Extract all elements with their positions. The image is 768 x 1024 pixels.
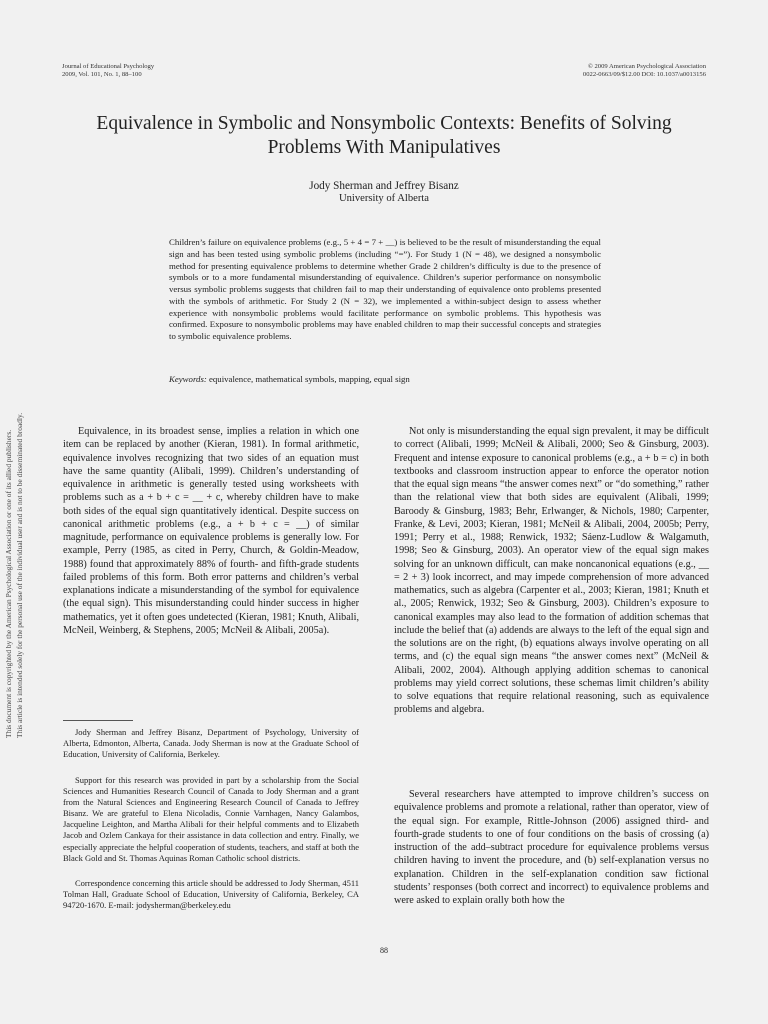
footnote-divider	[63, 720, 133, 721]
body-paragraph-left-1: Equivalence, in its broadest sense, implies a relation in which one item can be replaced by another (Kieran, 1981). In formal arithmetic, equivalence involves recognizing that two sides of an equation must have the same quantity (Alibali, 1999). Children’s understanding of equivalence in arithmetic is generally tested using worksheets with problems such as a + b + c = __ + c, whereby children have to make both sides of the equal sign quantitatively identical. Despite success on canonical arithmetic problems (e.g., a + b + c = __) of similar magnitude, performance on equivalence problems is generally low. For example, Perry (1985, as cited in Perry, Church, & Goldin-Meadow, 1988) found that approximately 88% of fourth- and fifth-grade students failed problems of this form. Both error patterns and children’s verbal explanations indicate a misunderstanding of the symbol for equivalence (the equal sign). This misunderstanding could hinder success in higher mathematics, yet it often goes undetected (Kieran, 1981; Knuth, Alibali, McNeil, Weinberg, & Stephens, 2005; McNeil & Alibali, 2005a).	[63, 426, 359, 636]
affiliation: University of Alberta	[338, 193, 430, 204]
keywords	[169, 374, 601, 385]
authors: Jody Sherman and Jeffrey Bisanz	[309, 180, 459, 192]
body-paragraph-right-1: Not only is misunderstanding the equal sign prevalent, it may be difficult to correct (Alibali, 1999; McNeil & Alibali, 2000; Seo & Ginsburg, 2003). Frequent and intense exposure to canonical problems (e.g., a + b = c) in both textbooks and classroom instruction appear to enforce the operator notion that the equal sign means “the answer comes next” or “do something,” rather than the relational view that both sides are equivalent (Alibali, 1999; Baroody & Ginsburg, 1983; Behr, Erlwanger, & Nichols, 1980; Carpenter, Franke, & Levi, 2003; Kieran, 1981; McNeil & Alibali, 2004, 2005b; Perry, 1991; Perry et al., 1988; Renwick, 1932; Sáenz-Ludlow & Walgamuth, 1998; Seo & Ginsburg, 2003). An operator view of the equal sign makes solving for an unknown difficult, can make noncanonical equations (e.g., __ = 2 + 3) look incorrect, and may impede comprehension of more advanced mathematics, such as algebra (Carpenter et al., 2003; Kieran, 1981; Knuth et al., 2005; Renwick, 1932; Seo & Ginsburg, 2003). Children’s exposure to canonical examples may also lead to the formation of addition schemas that include the belief that (a) addends are always to the left of the equal sign and the solutions are on the right, (b) equations always involve operating on all terms, and (c) the equal sign means “the answer comes next” (McNeil & Alibali, 2002, 2004). Although applying addition schemas to canonical problems may yield correct solutions, these schemas limit children’s ability to solve equations that require relational reasoning, such as equivalence problems and algebra.	[394, 426, 709, 716]
body-paragraph-right-2: Several researchers have attempted to improve children’s success on equivalence problems and promote a relational, rather than operator, view of the equal sign. For example, Rittle-Johnson (2006) assigned third- and fourth-grade students to one of four conditions on the basis of crossing (a) instruction of the add–subtract procedure for equivalence problems versus children having to invent the procedure, and (b) self-explanation versus no explanation. Children in the self-explanation condition saw fictional students’ responses (both correct and incorrect) to equivalence problems and were asked to explain orally both how the	[394, 789, 709, 906]
journal-header-left	[62, 63, 154, 80]
sidebar-line-1: This document is copyrighted by the American Psychological Association or one of its allied publishers.	[4, 429, 13, 738]
footnote-correspondence: Correspondence concerning this article should be addressed to Jody Sherman, 4511 Tolman Hall, Graduate School of Education, University of California, Berkeley, CA 94720-1670. E-mail: jodysherman@berkeley.edu	[63, 878, 359, 911]
copyright-sidebar	[0, 0, 30, 1024]
footnote-support: Support for this research was provided in part by a scholarship from the Social Sciences and Humanities Research Council of Canada to Jody Sherman and a grant from the Natural Sciences and Engineering Research Council of Canada to Jeffrey Bisanz. We are grateful to Elena Nicoladis, Connie Varnhagen, Nancy Galambos, Jacqueline Leighton, and Martha Alibali for their helpful comments and to Elizabeth Jacob and Ozlem Cankaya for their assistance in data collection and entry. Finally, we especially appreciate the helpful cooperation of students, teachers, and staff at both the Black Gold and St. Thomas Aquinas Roman Catholic school districts.	[63, 775, 359, 863]
footnote-affiliation: Jody Sherman and Jeffrey Bisanz, Department of Psychology, University of Alberta, Edmonton, Alberta, Canada. Jody Sherman is now at the Graduate School of Education, University of California, Berkeley.	[63, 727, 359, 760]
copyright-line: © 2009 American Psychological Association	[587, 63, 706, 70]
keywords-label: Keywords:	[169, 374, 207, 384]
sidebar-line-2: This article is intended solely for the personal use of the individual user and is not to be disseminated broadly.	[15, 412, 24, 738]
journal-name: Journal of Educational Psychology	[62, 63, 155, 70]
journal-header-right	[583, 63, 706, 80]
article-title: Equivalence in Symbolic and Nonsymbolic Contexts: Benefits of Solving Problems With Manipulatives	[96, 113, 672, 158]
journal-volume: 2009, Vol. 101, No. 1, 88–100	[62, 71, 142, 79]
keywords-list: equivalence, mathematical symbols, mapping, equal sign	[209, 374, 410, 384]
abstract: Children’s failure on equivalence problems (e.g., 5 + 4 = 7 + __) is believed to be the result of misunderstanding the equal sign and has been tested using symbolic problems (including “=”). For Study 1 (N = 48), we designed a nonsymbolic method for presenting equivalence problems to determine whether Grade 2 children’s difficulty is due to the presence of symbols or to a more fundamental misunderstanding of equivalence. Children’s superior performance on nonsymbolic versus symbolic problems suggests that children fail to map their understanding of equivalence onto problems presented with the symbols of arithmetic. For Study 2 (N = 32), we implemented a within-subject design to assess whether experience with nonsymbolic problems would facilitate performance on symbolic problems. This hypothesis was confirmed. Exposure to nonsymbolic problems may have enabled children to map their successful concepts and strategies to symbolic equivalence problems.	[169, 237, 601, 341]
doi-line: 0022-0663/09/$12.00 DOI: 10.1037/a0013156	[582, 71, 706, 79]
page-number: 88	[380, 946, 388, 955]
